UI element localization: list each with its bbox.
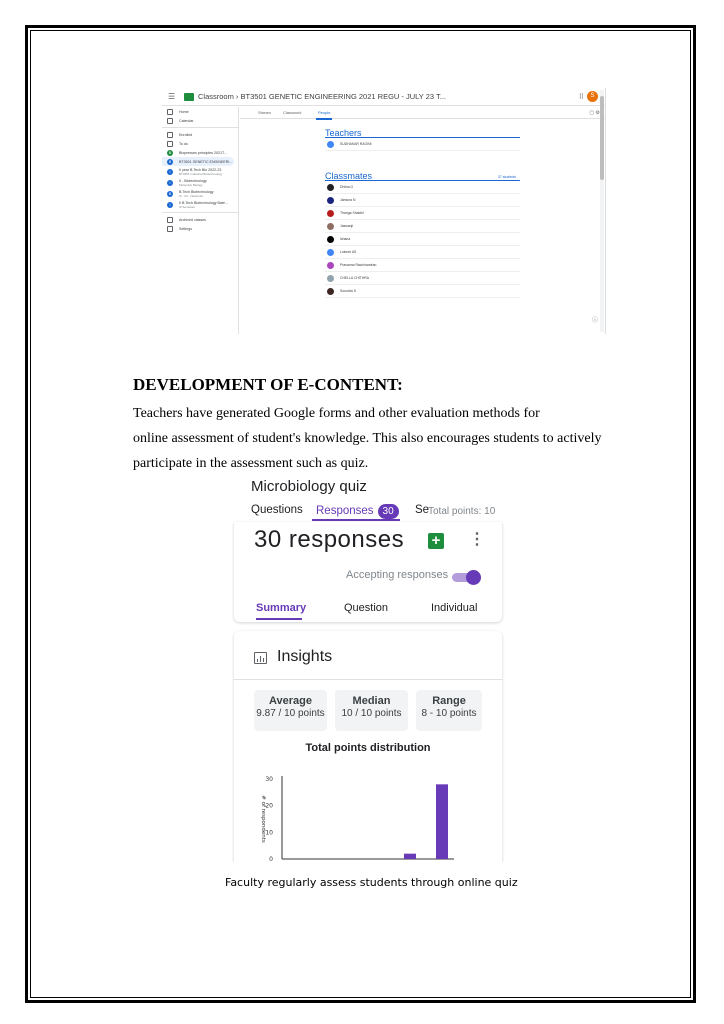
home-icon xyxy=(167,109,173,115)
tab-individual[interactable]: Individual xyxy=(431,602,478,614)
sidebar-item-sublabel: III - VII - Networks xyxy=(179,193,204,198)
divider xyxy=(234,679,502,680)
tab-people[interactable]: People xyxy=(318,110,331,115)
tab-questions[interactable]: Questions xyxy=(251,504,303,516)
classmate-name: Dhilna G xyxy=(340,185,354,189)
classmate-name: Soundra S xyxy=(340,289,357,293)
classroom-logo-icon xyxy=(184,93,194,101)
classmate-name: Lokesh AS xyxy=(340,250,357,254)
sidebar-item-label: B.Tech Biotechnology xyxy=(179,189,214,194)
sidebar-divider xyxy=(162,127,238,128)
classmate-row[interactable] xyxy=(325,259,520,272)
student-count: 37 students xyxy=(497,175,516,179)
todo-icon xyxy=(167,141,173,147)
distribution-title: Total points distribution xyxy=(305,742,431,754)
sidebar-item-label: Archived classes xyxy=(179,217,206,222)
avatar xyxy=(327,197,334,204)
classmate-row[interactable] xyxy=(325,285,520,298)
sidebar-item-label: Biopresses principles 2021T... xyxy=(179,150,227,155)
avatar xyxy=(327,288,334,295)
classmate-name: Prasanna Ravichandran xyxy=(340,263,377,267)
classmate-row[interactable] xyxy=(325,272,520,285)
sidebar-item-sublabel: Molecular Biology xyxy=(179,182,203,187)
classmate-row[interactable] xyxy=(325,220,520,233)
classmate-row[interactable] xyxy=(325,207,520,220)
class-avatar: B xyxy=(168,159,172,164)
sidebar-item[interactable] xyxy=(162,130,238,139)
sidebar-item[interactable] xyxy=(162,215,238,224)
classroom-topbar xyxy=(162,88,606,106)
classmates-heading: Classmates 37 students xyxy=(325,167,520,181)
more-vert-icon[interactable]: ⋮ xyxy=(469,531,485,548)
sidebar-item-sublabel: III Semester xyxy=(179,204,196,209)
sidebar-item-label: Calendar xyxy=(179,118,194,123)
teachers-heading: Teachers xyxy=(325,124,520,138)
tab-stream[interactable]: Stream xyxy=(258,110,271,115)
sidebar-item[interactable] xyxy=(162,116,238,125)
classmate-row[interactable] xyxy=(325,233,520,246)
insights-title: Insights xyxy=(277,648,333,665)
avatar xyxy=(327,223,334,230)
sidebar-item[interactable] xyxy=(162,139,238,148)
sidebar-item[interactable] xyxy=(162,107,238,116)
sidebar xyxy=(162,107,239,334)
classmates-list xyxy=(325,181,520,298)
calendar-settings-icons[interactable]: ▢ ⚙ xyxy=(589,110,600,116)
bar xyxy=(436,784,448,859)
sidebar-item-sublabel: BT3351 Industrial Biotechnology xyxy=(179,171,223,176)
y-tick-label: 0 xyxy=(269,856,273,863)
y-tick-label: 20 xyxy=(265,802,273,810)
people-list xyxy=(325,124,520,298)
sheets-icon[interactable]: + xyxy=(428,533,444,549)
sidebar-item-label: II B.Tech Biotechnology Bate... xyxy=(179,200,228,205)
y-axis-label: # of respondents xyxy=(260,795,266,843)
quiz-screenshot xyxy=(232,476,514,876)
active-subtab-indicator xyxy=(256,618,302,620)
responses-count-badge: 30 xyxy=(378,504,399,519)
teacher-name: SUDHAKAR RAGINI xyxy=(340,142,372,146)
classmate-row[interactable] xyxy=(325,181,520,194)
insights-icon xyxy=(254,652,267,664)
responses-card xyxy=(234,522,502,622)
responses-heading: 30 responses xyxy=(254,526,405,553)
quiz-title: Microbiology quiz xyxy=(251,478,367,495)
tab-summary[interactable]: Summary xyxy=(256,602,307,614)
enrolled-icon xyxy=(167,132,173,138)
avatar xyxy=(327,275,334,282)
classmate-name: CHELLA CHITHRA xyxy=(340,276,370,280)
calendar-icon xyxy=(167,118,173,124)
paragraph-line: participate in the assessment such as quiz. xyxy=(133,456,369,471)
classmate-name: Ishana xyxy=(340,237,351,241)
scrollbar-thumb[interactable] xyxy=(600,96,604,180)
sidebar-item[interactable] xyxy=(162,148,238,157)
points-distribution-chart: 0102030012345678910# of respondents xyxy=(254,771,494,862)
avatar xyxy=(327,249,334,256)
teacher-row[interactable] xyxy=(325,138,520,151)
classmate-row[interactable] xyxy=(325,194,520,207)
active-tab-indicator xyxy=(312,519,400,521)
sidebar-item-label: II year B.Tech Bio 2022-23 xyxy=(179,167,222,172)
tab-responses[interactable]: Responses 30 xyxy=(316,504,399,519)
sidebar-item-label: Home xyxy=(179,109,189,114)
sidebar-item[interactable] xyxy=(162,177,238,188)
settings-icon xyxy=(167,226,173,232)
avatar xyxy=(327,210,334,217)
y-tick-label: 10 xyxy=(265,829,273,837)
insights-card xyxy=(234,631,502,876)
class-avatar: I xyxy=(167,169,173,175)
class-tabs xyxy=(240,107,606,119)
tab-question[interactable]: Question xyxy=(344,602,389,614)
sidebar-item[interactable] xyxy=(162,224,238,233)
tab-settings[interactable]: Se xyxy=(415,504,430,516)
class-avatar: I xyxy=(167,202,173,208)
avatar[interactable]: S xyxy=(587,91,598,102)
sidebar-item-label: BT3501 GENETIC ENGINEERI... xyxy=(179,159,233,164)
apps-grid-icon[interactable]: ⠿ xyxy=(578,94,584,101)
app-name[interactable]: Classroom xyxy=(198,92,234,101)
sidebar-divider xyxy=(162,212,238,213)
avatar xyxy=(327,236,334,243)
classmate-row[interactable] xyxy=(325,246,520,259)
stat-median: Median 10 / 10 points xyxy=(335,690,408,731)
paragraph-line: online assessment of student's knowledge. This also encourages students to actively xyxy=(133,431,602,446)
avatar xyxy=(327,184,334,191)
sidebar-item-label: II - Biotechnology xyxy=(179,178,207,183)
class-avatar: I xyxy=(167,180,173,186)
class-avatar: B xyxy=(168,191,172,196)
classmate-name: Jaswanji xyxy=(340,224,354,228)
archive-icon xyxy=(167,217,173,223)
avatar xyxy=(327,141,334,148)
section-heading: DEVELOPMENT OF E-CONTENT: xyxy=(133,375,403,394)
classroom-screenshot xyxy=(162,88,606,334)
stat-average: Average 9.87 / 10 points xyxy=(254,690,327,731)
menu-icon[interactable]: ☰ xyxy=(168,92,176,101)
figure-caption: Faculty regularly assess students through online quiz xyxy=(225,876,518,889)
sidebar-item-label: Settings xyxy=(179,226,192,231)
scrollbar[interactable] xyxy=(600,90,604,332)
course-title: BT3501 GENETIC ENGINEERING 2021 REGU - JULY 23 T... xyxy=(240,92,447,101)
accepting-label: Accepting responses xyxy=(346,569,449,581)
paragraph-line: Teachers have generated Google forms and other evaluation methods for xyxy=(133,406,540,421)
bar xyxy=(404,854,416,859)
y-tick-label: 30 xyxy=(265,776,273,783)
accepting-toggle[interactable] xyxy=(452,571,480,582)
help-icon[interactable]: ⓘ xyxy=(592,318,599,324)
sidebar-item[interactable] xyxy=(162,199,238,210)
breadcrumb: Classroom › BT3501 GENETIC ENGINEERING 2021 REGU - JULY 23 T... xyxy=(198,92,447,101)
classmate-name: Jamuna N xyxy=(340,198,356,202)
tab-classwork[interactable]: Classwork xyxy=(283,110,302,115)
sidebar-item[interactable] xyxy=(162,188,238,199)
sidebar-item[interactable] xyxy=(162,166,238,177)
stat-range: Range 8 - 10 points xyxy=(416,690,482,731)
sidebar-item-label: To do xyxy=(179,141,188,146)
sidebar-item[interactable] xyxy=(162,157,234,166)
class-avatar: B xyxy=(168,150,172,155)
total-points: Total points: 10 xyxy=(428,506,496,517)
classmate-name: Thanga Shakthi xyxy=(340,211,364,215)
sidebar-item-label: Enrolled xyxy=(179,132,193,137)
avatar xyxy=(327,262,334,269)
